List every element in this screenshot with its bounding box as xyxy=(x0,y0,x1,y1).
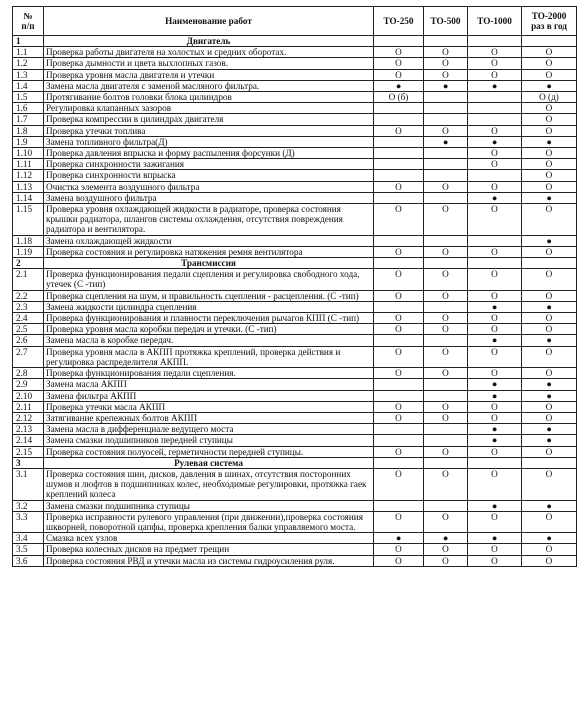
to250-mark: O xyxy=(374,125,424,136)
to500-mark: ● xyxy=(424,80,468,91)
section-title: Трансмиссия xyxy=(44,258,374,269)
table-row xyxy=(13,170,577,181)
work-name: Проверка уровня масла в АКПП протяжка креплений, проверка действия и регулировка распределителя АКПП. xyxy=(44,346,374,367)
table-row xyxy=(13,424,577,435)
to1000-mark: O xyxy=(468,368,522,379)
to250-mark xyxy=(374,235,424,246)
work-name: Проверка утечки топлива xyxy=(44,125,374,136)
work-name: Замена масла АКПП xyxy=(44,379,374,390)
to1000-mark: O xyxy=(468,468,522,500)
table-row xyxy=(13,401,577,412)
to250-mark: O xyxy=(374,69,424,80)
table-row xyxy=(13,92,577,103)
to500-mark xyxy=(424,148,468,159)
table-row xyxy=(13,500,577,511)
to2000-mark: ● xyxy=(522,80,577,91)
empty-cell xyxy=(468,457,522,468)
to500-mark xyxy=(424,103,468,114)
to1000-mark: O xyxy=(468,401,522,412)
empty-cell xyxy=(522,36,577,47)
to250-mark xyxy=(374,192,424,203)
to500-mark xyxy=(424,379,468,390)
work-name: Проверка работы двигателя на холостых и средних оборотах. xyxy=(44,47,374,58)
to500-mark: O xyxy=(424,412,468,423)
to500-mark: O xyxy=(424,313,468,324)
row-number: 2.3 xyxy=(13,301,44,312)
work-name: Замена охлаждающей жидкости xyxy=(44,235,374,246)
to2000-mark: O xyxy=(522,446,577,457)
to1000-mark: O xyxy=(468,313,522,324)
row-number: 2.4 xyxy=(13,313,44,324)
table-row xyxy=(13,69,577,80)
work-name: Проверка компрессии в цилиндрах двигателя xyxy=(44,114,374,125)
to1000-mark: ● xyxy=(468,424,522,435)
to250-mark: O xyxy=(374,401,424,412)
to500-mark: O xyxy=(424,346,468,367)
to1000-mark: ● xyxy=(468,500,522,511)
to2000-mark: ● xyxy=(522,192,577,203)
to2000-mark: O xyxy=(522,511,577,532)
to250-mark xyxy=(374,435,424,446)
to250-mark: O xyxy=(374,181,424,192)
to250-mark xyxy=(374,335,424,346)
row-number: 2.7 xyxy=(13,346,44,367)
to2000-mark: O xyxy=(522,170,577,181)
to500-mark xyxy=(424,192,468,203)
work-name: Проверка уровня масла коробки передач и утечки. (С -тип) xyxy=(44,324,374,335)
to1000-mark: O xyxy=(468,412,522,423)
to1000-mark: O xyxy=(468,269,522,290)
to250-mark xyxy=(374,136,424,147)
table-row xyxy=(13,125,577,136)
to1000-mark: O xyxy=(468,58,522,69)
to250-mark: O xyxy=(374,324,424,335)
row-number: 2.14 xyxy=(13,435,44,446)
work-name: Проверка функционирования педали сцепления. xyxy=(44,368,374,379)
table-row xyxy=(13,368,577,379)
to500-mark: ● xyxy=(424,136,468,147)
to2000-mark: O xyxy=(522,246,577,257)
empty-cell xyxy=(374,457,424,468)
row-number: 1.10 xyxy=(13,148,44,159)
to250-mark: O xyxy=(374,468,424,500)
to250-mark: O xyxy=(374,346,424,367)
work-name: Проверка сцепления на шум, и правильность сцепления - расцепления. (С -тип) xyxy=(44,290,374,301)
row-number: 1.5 xyxy=(13,92,44,103)
table-row xyxy=(13,412,577,423)
table-row xyxy=(13,555,577,566)
header-to250: ТО-250 xyxy=(374,7,424,36)
table-row xyxy=(13,235,577,246)
work-name: Смазка всех узлов xyxy=(44,533,374,544)
to500-mark xyxy=(424,301,468,312)
row-number: 1.14 xyxy=(13,192,44,203)
to2000-mark: O xyxy=(522,346,577,367)
row-number: 1.9 xyxy=(13,136,44,147)
to1000-mark: ● xyxy=(468,192,522,203)
table-row xyxy=(13,544,577,555)
to2000-mark: ● xyxy=(522,136,577,147)
to1000-mark xyxy=(468,170,522,181)
to2000-mark: O xyxy=(522,47,577,58)
to250-mark xyxy=(374,301,424,312)
to500-mark xyxy=(424,114,468,125)
table-row xyxy=(13,192,577,203)
row-number: 2.1 xyxy=(13,269,44,290)
empty-cell xyxy=(424,457,468,468)
to250-mark: O xyxy=(374,204,424,236)
to250-mark xyxy=(374,379,424,390)
to250-mark: O xyxy=(374,368,424,379)
to1000-mark: O xyxy=(468,204,522,236)
to250-mark: O xyxy=(374,269,424,290)
work-name: Протягивание болтов головки блока цилиндров xyxy=(44,92,374,103)
row-number: 2.8 xyxy=(13,368,44,379)
to250-mark: O xyxy=(374,412,424,423)
to500-mark: O xyxy=(424,204,468,236)
to250-mark: O (б) xyxy=(374,92,424,103)
to250-mark: ● xyxy=(374,533,424,544)
to1000-mark: O xyxy=(468,555,522,566)
to500-mark: O xyxy=(424,544,468,555)
to250-mark: O xyxy=(374,290,424,301)
to1000-mark xyxy=(468,103,522,114)
to250-mark: O xyxy=(374,58,424,69)
section-title: Двигатель xyxy=(44,36,374,47)
row-number: 2.11 xyxy=(13,401,44,412)
table-header-row xyxy=(13,7,577,36)
to2000-mark: O (д) xyxy=(522,92,577,103)
to1000-mark: O xyxy=(468,148,522,159)
work-name: Проверка состояния и регулировка натяжения ремня вентилятора xyxy=(44,246,374,257)
empty-cell xyxy=(522,457,577,468)
table-row xyxy=(13,435,577,446)
to2000-mark: ● xyxy=(522,533,577,544)
to500-mark: O xyxy=(424,290,468,301)
to1000-mark: O xyxy=(468,446,522,457)
to250-mark xyxy=(374,148,424,159)
to250-mark: O xyxy=(374,47,424,58)
to500-mark xyxy=(424,424,468,435)
to250-mark xyxy=(374,159,424,170)
work-name: Замена смазки подшипников передней ступицы xyxy=(44,435,374,446)
row-number: 2.5 xyxy=(13,324,44,335)
work-name: Затягивание крепежных болтов АКПП xyxy=(44,412,374,423)
to2000-mark: O xyxy=(522,468,577,500)
table-row xyxy=(13,58,577,69)
to2000-mark: O xyxy=(522,269,577,290)
to2000-mark: O xyxy=(522,555,577,566)
table-body xyxy=(13,36,577,567)
to1000-mark xyxy=(468,92,522,103)
to500-mark xyxy=(424,390,468,401)
table-row xyxy=(13,324,577,335)
work-name: Проверка уровня охлаждающей жидкости в радиаторе, проверка состояния крышки радиатора, шлангов системы охлаждения, отсутствия повреждения радиатора и вентилятора. xyxy=(44,204,374,236)
to2000-mark: O xyxy=(522,148,577,159)
work-name: Проверка состояния полуосей, герметичности передней ступицы. xyxy=(44,446,374,457)
row-number: 3.6 xyxy=(13,555,44,566)
to2000-mark: ● xyxy=(522,424,577,435)
to500-mark xyxy=(424,159,468,170)
to250-mark: ● xyxy=(374,80,424,91)
to500-mark: O xyxy=(424,58,468,69)
row-number: 1.15 xyxy=(13,204,44,236)
to2000-mark: ● xyxy=(522,390,577,401)
to500-mark: O xyxy=(424,269,468,290)
to1000-mark: O xyxy=(468,511,522,532)
to2000-mark: ● xyxy=(522,500,577,511)
table-row xyxy=(13,511,577,532)
to2000-mark: O xyxy=(522,412,577,423)
table-row xyxy=(13,159,577,170)
work-name: Проверка давления впрыска и форму распыления форсунки (Д) xyxy=(44,148,374,159)
to2000-mark: O xyxy=(522,401,577,412)
to500-mark xyxy=(424,92,468,103)
to2000-mark: O xyxy=(522,181,577,192)
to500-mark: O xyxy=(424,324,468,335)
to2000-mark: O xyxy=(522,204,577,236)
to500-mark xyxy=(424,435,468,446)
to2000-mark: ● xyxy=(522,335,577,346)
to500-mark: O xyxy=(424,401,468,412)
to1000-mark: O xyxy=(468,181,522,192)
table-row xyxy=(13,468,577,500)
to1000-mark: O xyxy=(468,324,522,335)
to2000-mark: O xyxy=(522,368,577,379)
table-row xyxy=(13,136,577,147)
table-row xyxy=(13,446,577,457)
row-number: 2.15 xyxy=(13,446,44,457)
table-row xyxy=(13,346,577,367)
to2000-mark: O xyxy=(522,290,577,301)
work-name: Проверка дымности и цвета выхлопных газов. xyxy=(44,58,374,69)
work-name: Замена масла в коробке передач. xyxy=(44,335,374,346)
row-number: 2.9 xyxy=(13,379,44,390)
work-name: Регулировка клапанных зазоров xyxy=(44,103,374,114)
work-name: Очистка элемента воздушного фильтра xyxy=(44,181,374,192)
table-row xyxy=(13,335,577,346)
table-row xyxy=(13,379,577,390)
empty-cell xyxy=(468,36,522,47)
to500-mark: O xyxy=(424,246,468,257)
to250-mark xyxy=(374,390,424,401)
row-number: 1.3 xyxy=(13,69,44,80)
to500-mark: O xyxy=(424,181,468,192)
to2000-mark: ● xyxy=(522,435,577,446)
to2000-mark: O xyxy=(522,114,577,125)
table-row xyxy=(13,47,577,58)
to1000-mark: ● xyxy=(468,379,522,390)
row-number: 1.13 xyxy=(13,181,44,192)
to1000-mark: O xyxy=(468,246,522,257)
table-row xyxy=(13,290,577,301)
work-name: Проверка функционирования и плавности переключения рычагов КПП (С -тип) xyxy=(44,313,374,324)
table-row xyxy=(13,103,577,114)
to500-mark: O xyxy=(424,511,468,532)
row-number: 3.2 xyxy=(13,500,44,511)
to500-mark xyxy=(424,500,468,511)
to1000-mark: O xyxy=(468,125,522,136)
to500-mark: O xyxy=(424,125,468,136)
empty-cell xyxy=(522,258,577,269)
to1000-mark: ● xyxy=(468,136,522,147)
to250-mark: O xyxy=(374,555,424,566)
to1000-mark: O xyxy=(468,47,522,58)
to250-mark: O xyxy=(374,511,424,532)
work-name: Проверка исправности рулевого управления (при движении),проверка состояния шкворней, поворотной цапфы, проверка крепления балки управляемого моста. xyxy=(44,511,374,532)
to2000-mark: ● xyxy=(522,301,577,312)
row-number: 1.1 xyxy=(13,47,44,58)
table-row xyxy=(13,114,577,125)
table-row xyxy=(13,204,577,236)
row-number: 1.8 xyxy=(13,125,44,136)
to250-mark xyxy=(374,500,424,511)
table-row xyxy=(13,313,577,324)
section-title: Рулевая система xyxy=(44,457,374,468)
to500-mark: O xyxy=(424,69,468,80)
to1000-mark: ● xyxy=(468,533,522,544)
row-number: 2.13 xyxy=(13,424,44,435)
to1000-mark xyxy=(468,114,522,125)
work-name: Замена фильтра АКПП xyxy=(44,390,374,401)
empty-cell xyxy=(374,36,424,47)
to250-mark xyxy=(374,170,424,181)
work-name: Проверка состояния РВД и утечки масла из системы гидроусиления руля. xyxy=(44,555,374,566)
header-name: Наименование работ xyxy=(44,7,374,36)
to1000-mark: O xyxy=(468,544,522,555)
to2000-mark: O xyxy=(522,324,577,335)
to1000-mark: O xyxy=(468,69,522,80)
to500-mark: ● xyxy=(424,533,468,544)
to500-mark xyxy=(424,170,468,181)
to1000-mark: ● xyxy=(468,301,522,312)
work-name: Замена топливного фильтра(Д) xyxy=(44,136,374,147)
work-name: Проверка состояния шин, дисков, давления в шинах, отсутствия посторонних шумов и люфтов в подшипниках колес, необходимые регулировки, протяжка гаек креплений колеса xyxy=(44,468,374,500)
to2000-mark: O xyxy=(522,159,577,170)
row-number: 1.19 xyxy=(13,246,44,257)
table-row xyxy=(13,246,577,257)
row-number: 1.11 xyxy=(13,159,44,170)
work-name: Проверка колесных дисков на предмет трещин xyxy=(44,544,374,555)
work-name: Замена смазки подшипника ступицы xyxy=(44,500,374,511)
to1000-mark: ● xyxy=(468,390,522,401)
to500-mark xyxy=(424,235,468,246)
work-name: Замена масла двигателя с заменой масляного фильтра. xyxy=(44,80,374,91)
empty-cell xyxy=(468,258,522,269)
row-number: 1.18 xyxy=(13,235,44,246)
to250-mark: O xyxy=(374,246,424,257)
to250-mark: O xyxy=(374,544,424,555)
row-number: 1.7 xyxy=(13,114,44,125)
work-name: Замена масла в дифференциале ведущего моста xyxy=(44,424,374,435)
row-number: 3.5 xyxy=(13,544,44,555)
to1000-mark: ● xyxy=(468,80,522,91)
to500-mark: O xyxy=(424,468,468,500)
to500-mark: O xyxy=(424,368,468,379)
row-number: 1.4 xyxy=(13,80,44,91)
work-name: Проверка уровня масла двигателя и утечки xyxy=(44,69,374,80)
work-name: Замена воздушного фильтра xyxy=(44,192,374,203)
to2000-mark: ● xyxy=(522,235,577,246)
row-number: 3.1 xyxy=(13,468,44,500)
row-number: 1.2 xyxy=(13,58,44,69)
section-row xyxy=(13,258,577,269)
work-name: Проверка функционирования педали сцепления и регулировка свободного хода, утечек (С -тип) xyxy=(44,269,374,290)
to500-mark xyxy=(424,335,468,346)
to500-mark: O xyxy=(424,47,468,58)
to1000-mark xyxy=(468,235,522,246)
section-number: 2 xyxy=(13,258,44,269)
to2000-mark: O xyxy=(522,103,577,114)
header-to500: ТО-500 xyxy=(424,7,468,36)
header-to2000: ТО-2000 раз в год xyxy=(522,7,577,36)
to2000-mark: O xyxy=(522,313,577,324)
empty-cell xyxy=(424,258,468,269)
table-row xyxy=(13,80,577,91)
to1000-mark: ● xyxy=(468,435,522,446)
to2000-mark: O xyxy=(522,125,577,136)
header-num: № п/п xyxy=(13,7,44,36)
maintenance-table xyxy=(12,6,577,567)
work-name: Замена жидкости цилиндра сцепления xyxy=(44,301,374,312)
to1000-mark: O xyxy=(468,159,522,170)
to250-mark: O xyxy=(374,313,424,324)
table-row xyxy=(13,181,577,192)
to2000-mark: ● xyxy=(522,379,577,390)
header-to1000: ТО-1000 xyxy=(468,7,522,36)
row-number: 1.12 xyxy=(13,170,44,181)
work-name: Проверка синхронности впрыска xyxy=(44,170,374,181)
to2000-mark: O xyxy=(522,544,577,555)
empty-cell xyxy=(374,258,424,269)
table-row xyxy=(13,301,577,312)
row-number: 3.3 xyxy=(13,511,44,532)
work-name: Проверка утечки масла АКПП xyxy=(44,401,374,412)
to250-mark xyxy=(374,103,424,114)
work-name: Проверка синхронности зажигания xyxy=(44,159,374,170)
section-row xyxy=(13,457,577,468)
row-number: 2.10 xyxy=(13,390,44,401)
row-number: 3.4 xyxy=(13,533,44,544)
section-number: 3 xyxy=(13,457,44,468)
to2000-mark: O xyxy=(522,69,577,80)
to500-mark: O xyxy=(424,446,468,457)
to500-mark: O xyxy=(424,555,468,566)
table-row xyxy=(13,269,577,290)
row-number: 2.2 xyxy=(13,290,44,301)
row-number: 2.6 xyxy=(13,335,44,346)
to250-mark: O xyxy=(374,446,424,457)
to250-mark xyxy=(374,424,424,435)
section-row xyxy=(13,36,577,47)
to1000-mark: O xyxy=(468,290,522,301)
to1000-mark: O xyxy=(468,346,522,367)
to250-mark xyxy=(374,114,424,125)
table-row xyxy=(13,533,577,544)
row-number: 2.12 xyxy=(13,412,44,423)
to2000-mark: O xyxy=(522,58,577,69)
to1000-mark: ● xyxy=(468,335,522,346)
table-row xyxy=(13,390,577,401)
empty-cell xyxy=(424,36,468,47)
table-row xyxy=(13,148,577,159)
row-number: 1.6 xyxy=(13,103,44,114)
section-number: 1 xyxy=(13,36,44,47)
